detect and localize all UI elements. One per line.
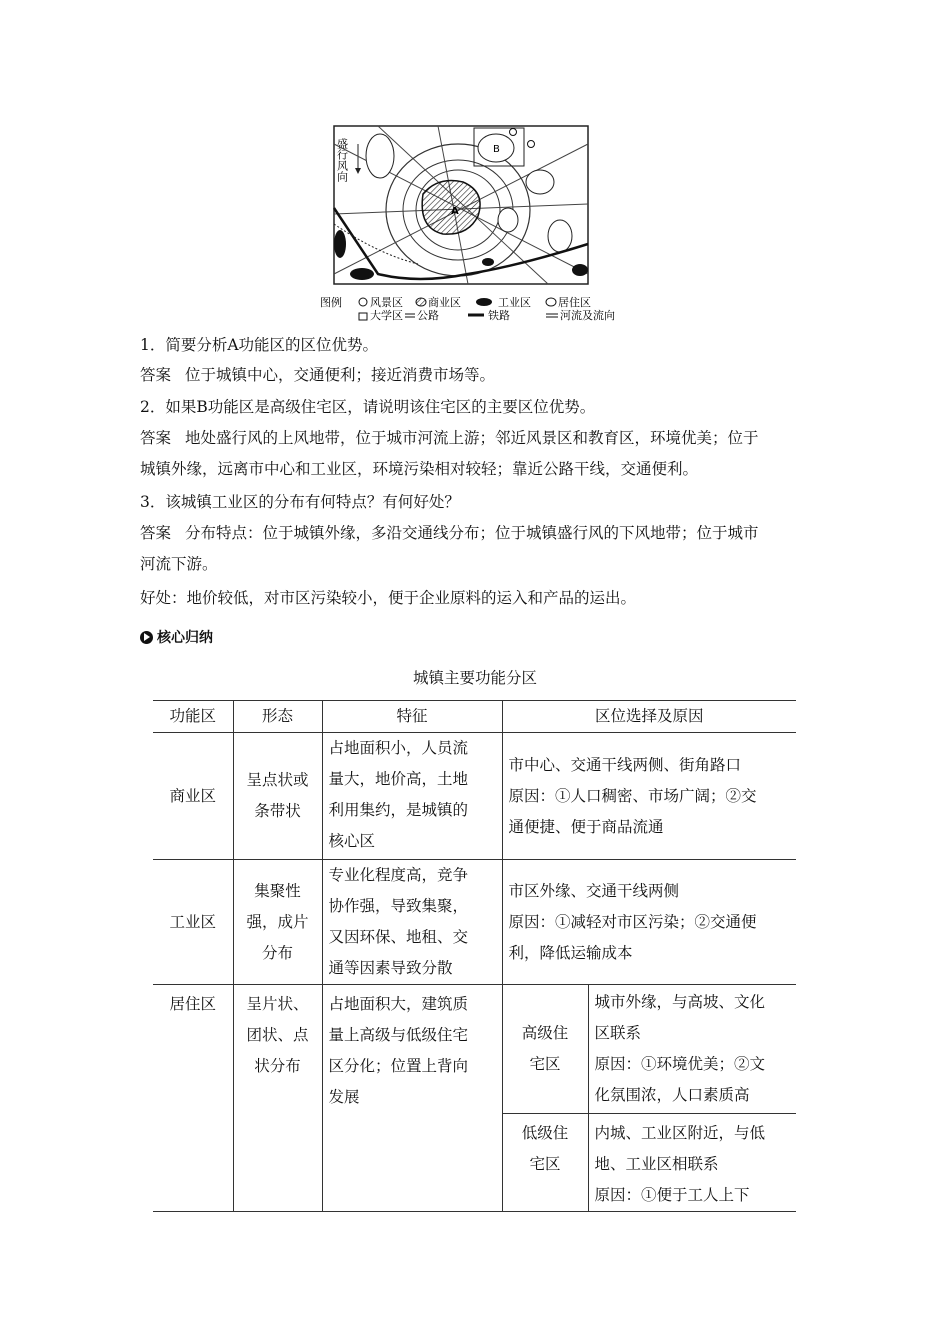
- location-cell: 内城、工业区附近，与低 地、工业区相联系 原因：①便于工人上下: [588, 1114, 796, 1212]
- feature-cell: 占地面积大，建筑质 量上高级与低级住宅 区分化；位置上背向 发展: [322, 985, 502, 1212]
- map-legend: [320, 295, 615, 322]
- scenic-icon: [359, 298, 367, 306]
- svg-text:商业区: 商业区: [428, 296, 461, 309]
- industrial-icon: [476, 298, 492, 306]
- question-3: 3．该城镇工业区的分布有何特点？有何好处？: [140, 493, 460, 511]
- zone-b-label: B: [493, 144, 500, 155]
- svg-text:居住区: 居住区: [558, 296, 591, 309]
- location-cell: 城市外缘，与高坡、文化 区联系 原因：①环境优美；②文 化氛围浓，人口素质高: [588, 985, 796, 1114]
- zone-name-cell: 居住区: [153, 985, 233, 1212]
- header-cell: 形态: [233, 701, 322, 733]
- table-row-industrial: [153, 860, 796, 985]
- svg-text:大学区: 大学区: [370, 309, 403, 322]
- question-1: 1．简要分析A功能区的区位优势。: [140, 336, 379, 354]
- table-header-row: [153, 701, 796, 733]
- form-cell: 集聚性 强，成片 分布: [233, 860, 322, 985]
- commercial-icon: [416, 298, 426, 306]
- svg-text:铁路: 铁路: [488, 309, 510, 322]
- svg-text:河流及流向: 河流及流向: [560, 309, 615, 322]
- answer-3-line-2: 河流下游。: [140, 555, 218, 573]
- answer-1: 答案 位于城镇中心，交通便利；接近消费市场等。: [140, 366, 496, 384]
- feature-cell: 专业化程度高，竞争 协作强，导致集聚， 又因环保、地租、交 通等因素导致分散: [322, 860, 502, 985]
- legend-title: 图例: [320, 296, 342, 309]
- location-cell: 市中心、交通干线两侧、街角路口 原因：①人口稠密、市场广阔；②交 通便捷、便于商品流通: [502, 733, 796, 860]
- answer-2-line-2: 城镇外缘，远离市中心和工业区，环境污染相对较轻；靠近公路干线，交通便利。: [140, 460, 699, 478]
- play-icon: [140, 631, 153, 644]
- wind-direction-label: 盛行风向: [335, 138, 349, 182]
- answer-label: 答案: [140, 429, 172, 447]
- answer-2: 答案 地处盛行风的上风地带，位于城市河流上游；邻近风景区和教育区，环境优美；位于: [140, 429, 759, 447]
- form-cell: 呈片状、 团状、点 状分布: [233, 985, 322, 1212]
- zone-a-label: A: [451, 206, 459, 217]
- answer-label: 答案: [140, 524, 172, 542]
- function-zone-table: [153, 700, 796, 1212]
- answer-3: 答案 分布特点：位于城镇外缘，多沿交通线分布；位于城镇盛行风的下风地带；位于城市: [140, 524, 759, 542]
- zone-name-cell: 工业区: [153, 860, 233, 985]
- form-cell: 呈点状或 条带状: [233, 733, 322, 860]
- town-zone-map-figure: [318, 124, 630, 322]
- svg-text:工业区: 工业区: [498, 296, 531, 309]
- header-cell: 区位选择及原因: [502, 701, 796, 733]
- feature-cell: 占地面积小，人员流 量大，地价高，土地 利用集约，是城镇的 核心区: [322, 733, 502, 860]
- answer-3-benefit: 好处：地价较低，对市区污染较小，便于企业原料的运入和产品的运出。: [140, 589, 637, 607]
- answer-label: 答案: [140, 366, 172, 384]
- table-row-residential: [153, 985, 796, 1114]
- university-icon: [359, 313, 367, 320]
- header-cell: 功能区: [153, 701, 233, 733]
- zone-name-cell: 商业区: [153, 733, 233, 860]
- subzone-name-cell: 高级住 宅区: [502, 985, 588, 1114]
- section-title: 核心归纳: [157, 630, 213, 646]
- location-cell: 市区外缘、交通干线两侧 原因：①减轻对市区污染；②交通便 利，降低运输成本: [502, 860, 796, 985]
- section-heading: [140, 627, 213, 647]
- residential-icon: [546, 298, 556, 306]
- header-cell: 特征: [322, 701, 502, 733]
- subzone-name-cell: 低级住 宅区: [502, 1114, 588, 1212]
- svg-text:风景区: 风景区: [370, 296, 403, 309]
- table-row-commercial: [153, 733, 796, 860]
- question-2: 2．如果B功能区是高级住宅区，请说明该住宅区的主要区位优势。: [140, 398, 596, 416]
- table-caption: 城镇主要功能分区: [412, 669, 537, 687]
- svg-text:公路: 公路: [417, 309, 439, 322]
